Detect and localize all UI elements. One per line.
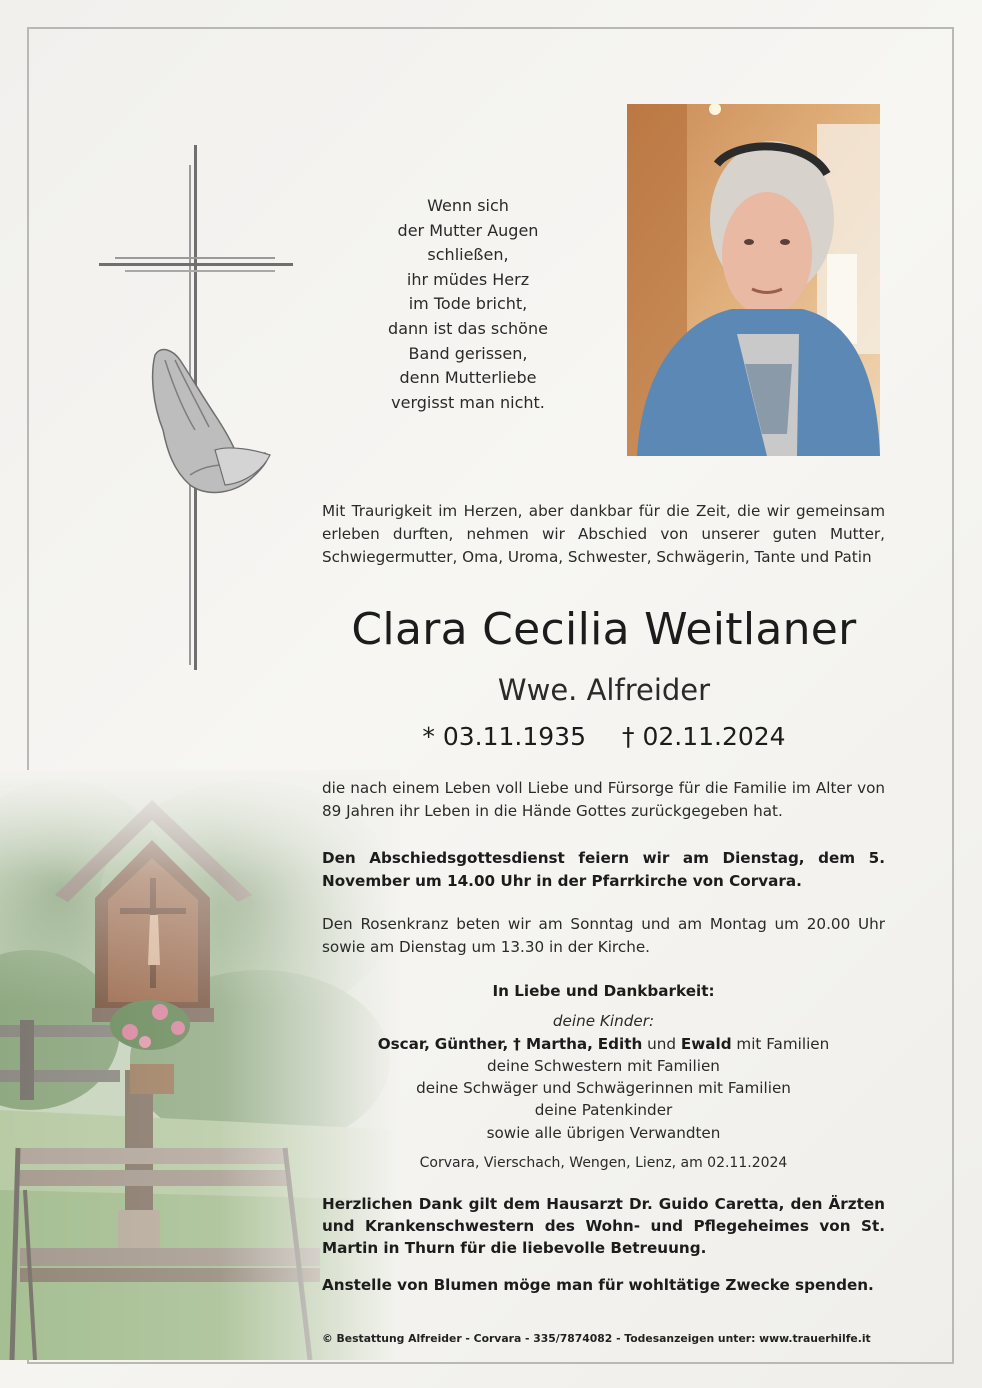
life-paragraph: die nach einem Leben voll Liebe und Fürsorge für die Familie im Alter von 89 Jahren ihr Leben in die Hände Gottes zurückgegeben hat. <box>322 779 885 820</box>
widow-of: Wwe. Alfreider <box>497 673 711 707</box>
birth-date: * 03.11.1935 <box>422 722 586 751</box>
mourner-line: deine Schwestern mit Familien <box>487 1056 720 1075</box>
donation-note: Anstelle von Blumen möge man für wohltätige Zwecke spenden. <box>322 1276 874 1294</box>
deceased-name: Clara Cecilia Weitlaner <box>351 604 857 655</box>
children-line <box>322 1033 885 1055</box>
verse-line: dann ist das schöne <box>388 318 548 338</box>
verse-line: vergisst man nicht. <box>391 392 545 412</box>
cross-with-praying-hands-icon <box>95 145 295 675</box>
child-name: Oscar, <box>377 1034 430 1053</box>
mourner-line: sowie alle übrigen Verwandten <box>486 1123 721 1142</box>
place-and-date: Corvara, Vierschach, Wengen, Lienz, am 02.11.2024 <box>419 1155 788 1172</box>
verse-line: Band gerissen, <box>408 343 528 363</box>
verse-line: denn Mutterliebe <box>399 368 537 388</box>
life-dates <box>300 722 908 751</box>
verse-line: Wenn sich <box>427 196 509 215</box>
rosary-paragraph: Den Rosenkranz beten wir am Sonntag und am Montag um 20.00 Uhr sowie am Dienstag um 13.30 in der Kirche. <box>322 915 885 956</box>
mourners-list <box>322 980 885 1174</box>
child-name: Günther, <box>434 1034 509 1053</box>
mourner-line: deine Patenkinder <box>534 1101 673 1120</box>
verse-line: schließen, <box>427 245 509 265</box>
intro-text: Mit Traurigkeit im Herzen, aber dankbar für die Zeit, die wir gemeinsam erleben durften, nehmen wir Abschied von unserer guten Mutter, Schwiegermutter, Oma, Uroma, Schwester, Schwägerin, Tante und Patin <box>322 502 885 566</box>
funeral-service-paragraph: Den Abschiedsgottesdienst feiern wir am Dienstag, dem 5. November um 14.00 Uhr in der Pfarrkirche von Corvara. <box>322 849 885 890</box>
thanks-paragraph: Herzlichen Dank gilt dem Hausarzt Dr. Guido Caretta, den Ärzten und Krankenschwestern des Wohn- und Pflegeheimes von St. Martin in Thurn für die liebevolle Betreuung. <box>322 1195 885 1257</box>
mourners-heading: In Liebe und Dankbarkeit: <box>492 982 715 1000</box>
portrait-photo <box>627 104 880 456</box>
conjunction: und <box>647 1034 677 1053</box>
child-name: † Martha, <box>513 1034 593 1053</box>
verse <box>330 194 606 415</box>
children-label: deine Kinder: <box>552 1012 655 1031</box>
funeral-home-footer: © Bestattung Alfreider - Corvara - 335/7874082 - Todesanzeigen unter: www.trauerhilfe.it <box>322 1332 871 1345</box>
verse-line: ihr müdes Herz <box>406 269 530 289</box>
mourner-line: deine Schwäger und Schwägerinnen mit Familien <box>416 1079 791 1098</box>
with-families: mit Familien <box>736 1034 830 1053</box>
child-name: Ewald <box>680 1034 732 1053</box>
child-name: Edith <box>597 1034 643 1053</box>
verse-line: der Mutter Augen <box>397 220 539 240</box>
death-date: † 02.11.2024 <box>622 722 786 751</box>
verse-line: im Tode bricht, <box>408 294 528 314</box>
